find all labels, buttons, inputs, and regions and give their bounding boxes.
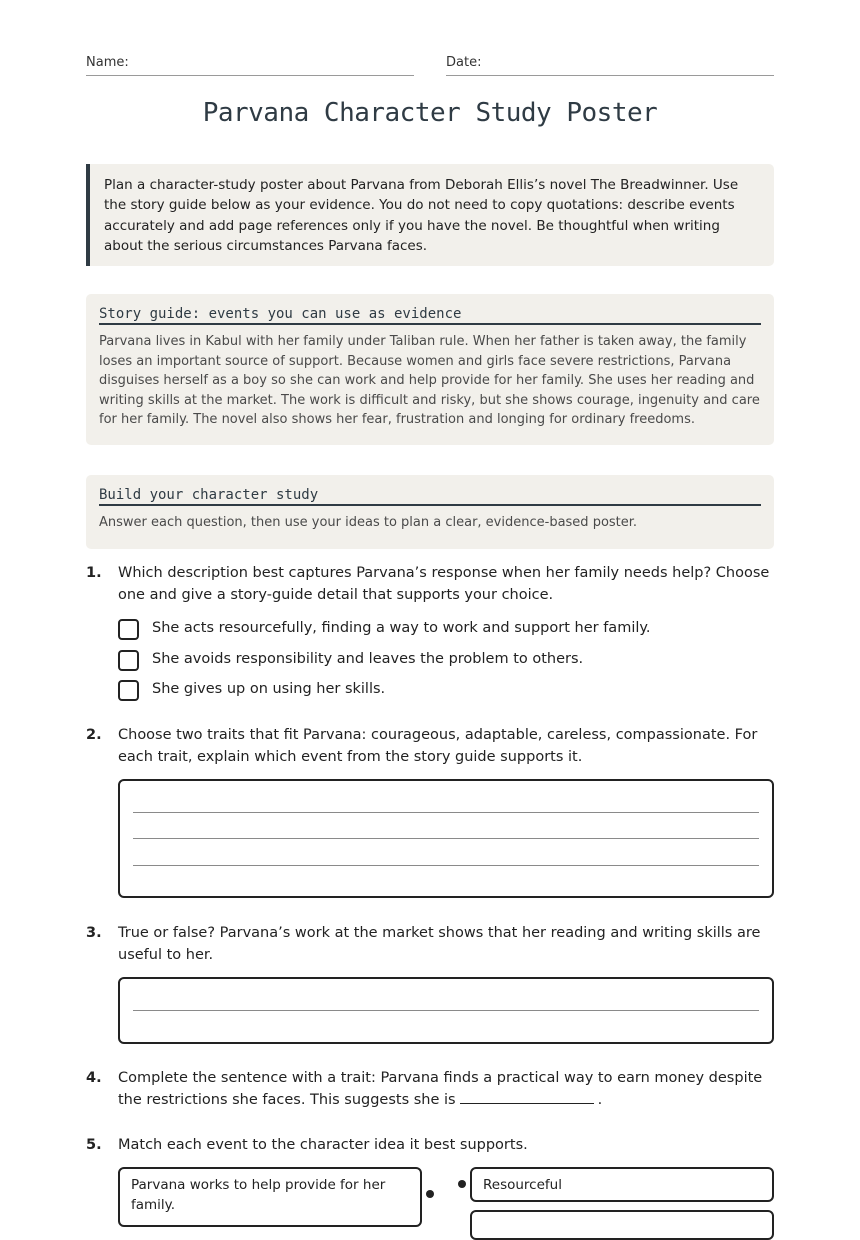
answer-box-3[interactable] xyxy=(118,977,774,1044)
build-heading: Build your character study xyxy=(99,475,761,506)
question-3 xyxy=(86,922,774,966)
question-text: Which description best captures Parvana’s response when her family needs help? Choose one and give a story-guide detail that supports your choice. xyxy=(118,565,770,603)
date-label: Date: xyxy=(446,55,482,70)
header-fields xyxy=(86,52,774,76)
question-4 xyxy=(86,1067,774,1111)
story-guide-panel xyxy=(86,294,774,445)
checkbox[interactable] xyxy=(118,680,139,701)
build-panel xyxy=(86,475,774,549)
question-number: 3. xyxy=(86,925,102,941)
sentence-end: . xyxy=(597,1092,603,1108)
question-number: 1. xyxy=(86,565,102,581)
answer-box-2[interactable] xyxy=(118,779,774,898)
name-field[interactable] xyxy=(86,52,414,76)
question-5 xyxy=(86,1134,774,1156)
question-1 xyxy=(86,562,774,606)
story-guide-body: Parvana lives in Kabul with her family under Taliban rule. When her father is taken away, the family loses an important source of support. Because women and girls face severe restrictions, Parvana disguises herself as a boy so she can work and help provide for her family. She uses her reading and writing skills at the market. The work is difficult and risky, but she shows courage, ingenuity and care for her family. The novel also shows her fear, frustration and longing for ordinary freedoms. xyxy=(99,334,760,428)
match-event-1[interactable] xyxy=(118,1167,422,1227)
question-text xyxy=(118,1067,774,1111)
question-text: True or false? Parvana’s work at the market shows that her reading and writing skills are useful to her. xyxy=(118,925,761,963)
question-text: Match each event to the character idea it best supports. xyxy=(118,1137,528,1153)
checkbox[interactable] xyxy=(118,650,139,671)
answer-line xyxy=(133,812,759,813)
intro-callout: Plan a character-study poster about Parvana from Deborah Ellis’s novel The Breadwinner. Use the story guide below as your evidence. You do not need to copy quotations: describe events accurately and add page references only if you have the novel. Be thoughtful when writing about the serious circumstances Parvana faces. xyxy=(86,164,774,266)
date-field[interactable] xyxy=(446,52,774,76)
question-number: 5. xyxy=(86,1137,102,1153)
name-label: Name: xyxy=(86,55,129,70)
checkbox[interactable] xyxy=(118,619,139,640)
page-title: Parvana Character Study Poster xyxy=(202,98,658,128)
sentence-start: Complete the sentence with a trait: Parvana finds a practical way to earn money despite the restrictions she faces. This suggests she is xyxy=(118,1070,763,1108)
match-dot-right[interactable] xyxy=(458,1180,466,1188)
answer-line xyxy=(133,1010,759,1011)
fill-in-blank[interactable] xyxy=(460,1089,594,1104)
story-guide-heading: Story guide: events you can use as evidence xyxy=(99,294,761,325)
option-label: She avoids responsibility and leaves the problem to others. xyxy=(152,651,584,667)
match-idea-text: Resourceful xyxy=(483,1177,562,1193)
option-label: She gives up on using her skills. xyxy=(152,681,386,697)
match-dot-left[interactable] xyxy=(426,1190,434,1198)
option-label: She acts resourcefully, finding a way to work and support her family. xyxy=(152,620,651,636)
match-event-text: Parvana works to help provide for her family. xyxy=(131,1177,386,1213)
answer-line xyxy=(133,865,759,866)
question-number: 2. xyxy=(86,727,102,743)
build-body: Answer each question, then use your ideas to plan a clear, evidence-based poster. xyxy=(99,515,638,530)
answer-line xyxy=(133,838,759,839)
question-text: Choose two traits that fit Parvana: courageous, adaptable, careless, compassionate. For each trait, explain which event from the story guide supports it. xyxy=(118,727,758,765)
match-idea-1[interactable] xyxy=(470,1167,774,1202)
match-idea-2[interactable] xyxy=(470,1210,774,1240)
question-number: 4. xyxy=(86,1070,102,1086)
question-2 xyxy=(86,724,774,768)
